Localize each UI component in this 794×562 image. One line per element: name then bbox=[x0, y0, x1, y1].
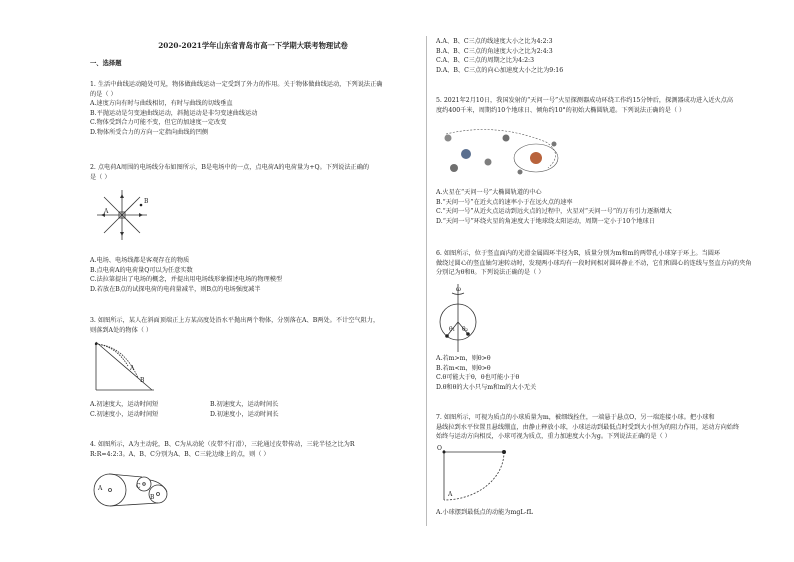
question-6-stem: 做绕过圆心的竖直轴匀速转动时，发现两小球均有一段时间相对圆环静止不动，它们和圆心的连线与竖直方向的夹角 bbox=[436, 259, 752, 267]
question-2 bbox=[90, 163, 369, 182]
question-1-option-d: D.物体所受合力的方向一定指向曲线的凹侧 bbox=[90, 129, 209, 137]
question-3-stem: 则落到A处的物体（ ） bbox=[90, 326, 153, 334]
question-4-option-d: D.A、B、C三点的向心加速度大小之比为9:16 bbox=[436, 66, 564, 74]
question-3-option-c: C.初速度小，运动时间短 bbox=[90, 411, 159, 418]
question-1-option-a: A.速度方向有时与曲线相切，有时与曲线的切线垂直 bbox=[90, 100, 233, 108]
question-5-stem: 5. 2021年2月10日，我国发射的“天问一号”火星探测器成功环绕工作约15分钟后，探测器成功进入近火点高 bbox=[436, 97, 734, 104]
point-b-label: B bbox=[144, 198, 149, 205]
point-a-label: A bbox=[130, 365, 135, 372]
question-2-option-b: B.点电荷A的电荷量Q可以为任意实数 bbox=[90, 266, 193, 274]
charge-a-label: A bbox=[104, 208, 109, 215]
question-5-stem: 度约400千米，周期约10个地球日、倾角约10°的初始大椭圆轨道。下列说法正确的是（ ） bbox=[436, 106, 686, 114]
question-6-options bbox=[436, 354, 536, 392]
question-3-option-a: A.初速度大，运动时间短 bbox=[90, 401, 159, 408]
question-2-options bbox=[90, 256, 282, 294]
question-4-option-b: B.A、B、C三点的角速度大小之比为2:4:3 bbox=[436, 47, 553, 55]
question-1-option-c: C.物体受到合力可能不变，但它的加速度一定改变 bbox=[90, 119, 227, 127]
question-6-stem: 6. 如图所示，位于竖直面内的光滑金属圆环半径为R，质量分别为m和m的两带孔小球穿于环上。当圆环 bbox=[436, 250, 721, 257]
question-5-option-a: A.火星在“天问一号”大椭圆轨道的中心 bbox=[436, 189, 542, 196]
omega-label: ω bbox=[456, 286, 461, 293]
question-7-stem: 始终与运动方向相反，小球可视为质点，重力加速度大小为g。下列说法正确的是（ ） bbox=[436, 433, 671, 441]
question-2-option-d: D.若放在B点的试探电荷的电荷量减半，则B点的电场强度减半 bbox=[90, 285, 261, 293]
belt-pulley-figure bbox=[92, 466, 174, 512]
question-5-option-c: C.“天问一号”从近火点运动到远火点的过程中，火星对“天问一号”的万有引力逐渐增大 bbox=[436, 208, 672, 216]
pivot-o-label: O bbox=[437, 445, 442, 452]
question-6-option-a: A.若m>m，则θ>θ bbox=[436, 355, 491, 362]
question-7-stem: 7. 如图所示，可视为质点的小球质量为m，被细线拴住，一端悬于悬点O，另一端连接小球。把小球和 bbox=[436, 414, 715, 421]
pulley-c-label: C bbox=[136, 483, 141, 490]
page-title: 2020-2021学年山东省青岛市高一下学期大联考物理试卷 bbox=[158, 41, 348, 50]
question-5-option-d: D.“天问一号”环绕火星的角速度大于地球绕太阳运动，周期一定小于10个地球日 bbox=[436, 217, 655, 225]
question-4 bbox=[90, 440, 355, 459]
pendulum-figure bbox=[436, 444, 510, 504]
question-5-options bbox=[436, 188, 672, 226]
question-3-option-d: D.初速度小，运动时间长 bbox=[210, 411, 279, 418]
question-2-option-a: A.电场、电场线都是客观存在的物质 bbox=[90, 257, 190, 264]
question-6 bbox=[436, 249, 752, 278]
pulley-b-label: B bbox=[150, 494, 155, 501]
question-1-option-b: B.平抛运动是匀变速曲线运动，斜抛运动是非匀变速曲线运动 bbox=[90, 109, 258, 117]
question-6-option-d: D.θ和θ的大小只与m和m的大小无关 bbox=[436, 383, 537, 391]
electric-field-figure bbox=[94, 188, 152, 243]
question-5 bbox=[436, 96, 733, 115]
question-4-stem: R:R=4:2:3。A、B、C分别为A、B、C三轮边缘上的点，则（ ） bbox=[90, 450, 270, 458]
question-7-stem: 悬线拉到水平位置且悬线绷直，由静止释放小球，小球运动到最低点时受到大小恒为的阻力作用，运动方向始终 bbox=[436, 423, 740, 431]
question-1-stem: 1. 生活中曲线运动随处可见，物体做曲线运动一定受到了外力的作用。关于物体做曲线运动，下列说法正确 bbox=[90, 81, 383, 88]
theta-1-label: θ₁ bbox=[449, 326, 456, 333]
point-b-label: B bbox=[140, 377, 145, 384]
question-4-stem: 4. 如图所示，A为主动轮，B、C为从动轮（皮带不打滑），三轮通过皮带传动，三轮半径之比为R bbox=[90, 441, 355, 448]
question-3-option-b: B.初速度大，运动时间长 bbox=[210, 401, 279, 408]
mars-orbit-figure bbox=[436, 124, 566, 182]
point-a-label: A bbox=[448, 491, 453, 498]
question-7-option-a: A.小球摆到最低点的动能为mgL-fL bbox=[436, 509, 533, 516]
question-4-options bbox=[436, 37, 563, 75]
question-1 bbox=[90, 80, 383, 138]
question-1-stem: 的是（ ） bbox=[90, 90, 117, 98]
rotating-ring-figure bbox=[436, 282, 482, 354]
question-7 bbox=[436, 413, 739, 442]
question-4-option-c: C.A、B、C三点的周期之比为4:2:3 bbox=[436, 57, 535, 65]
theta-2-label: θ₂ bbox=[462, 326, 469, 333]
question-3 bbox=[90, 316, 379, 335]
question-7-options bbox=[436, 508, 533, 518]
question-6-stem: 分别记为θ和θ。下列说法正确的是（ ） bbox=[436, 269, 545, 277]
pulley-a-label: A bbox=[98, 485, 103, 492]
question-4-option-a: A.A、B、C三点的线速度大小之比为4:2:3 bbox=[436, 38, 553, 45]
question-6-option-c: C.θ可能大于θ，θ也可能小于θ bbox=[436, 374, 520, 382]
column-divider bbox=[426, 36, 427, 526]
question-6-option-b: B.若m<m，则θ>θ bbox=[436, 364, 491, 372]
question-2-stem: 2. 点电荷A周围的电场线分布如图所示，B是电场中的一点，点电荷A的电荷量为+Q。下列说法正确的 bbox=[90, 164, 370, 171]
question-2-option-c: C.法拉第提出了电场的概念，并提出用电场线形象描述电场的物理模型 bbox=[90, 276, 283, 284]
question-2-stem: 是（ ） bbox=[90, 173, 111, 181]
projectile-slope-figure bbox=[94, 340, 156, 392]
section-heading: 一、选择题 bbox=[90, 60, 122, 67]
question-5-option-b: B.“天问一号”在近火点的速率小于在远火点的速率 bbox=[436, 198, 573, 206]
question-3-stem: 3. 如图所示，某人在斜面顶端正上方某高度处沿水平抛出两个物体，分别落在A、B两处。不计空气阻力， bbox=[90, 317, 380, 324]
